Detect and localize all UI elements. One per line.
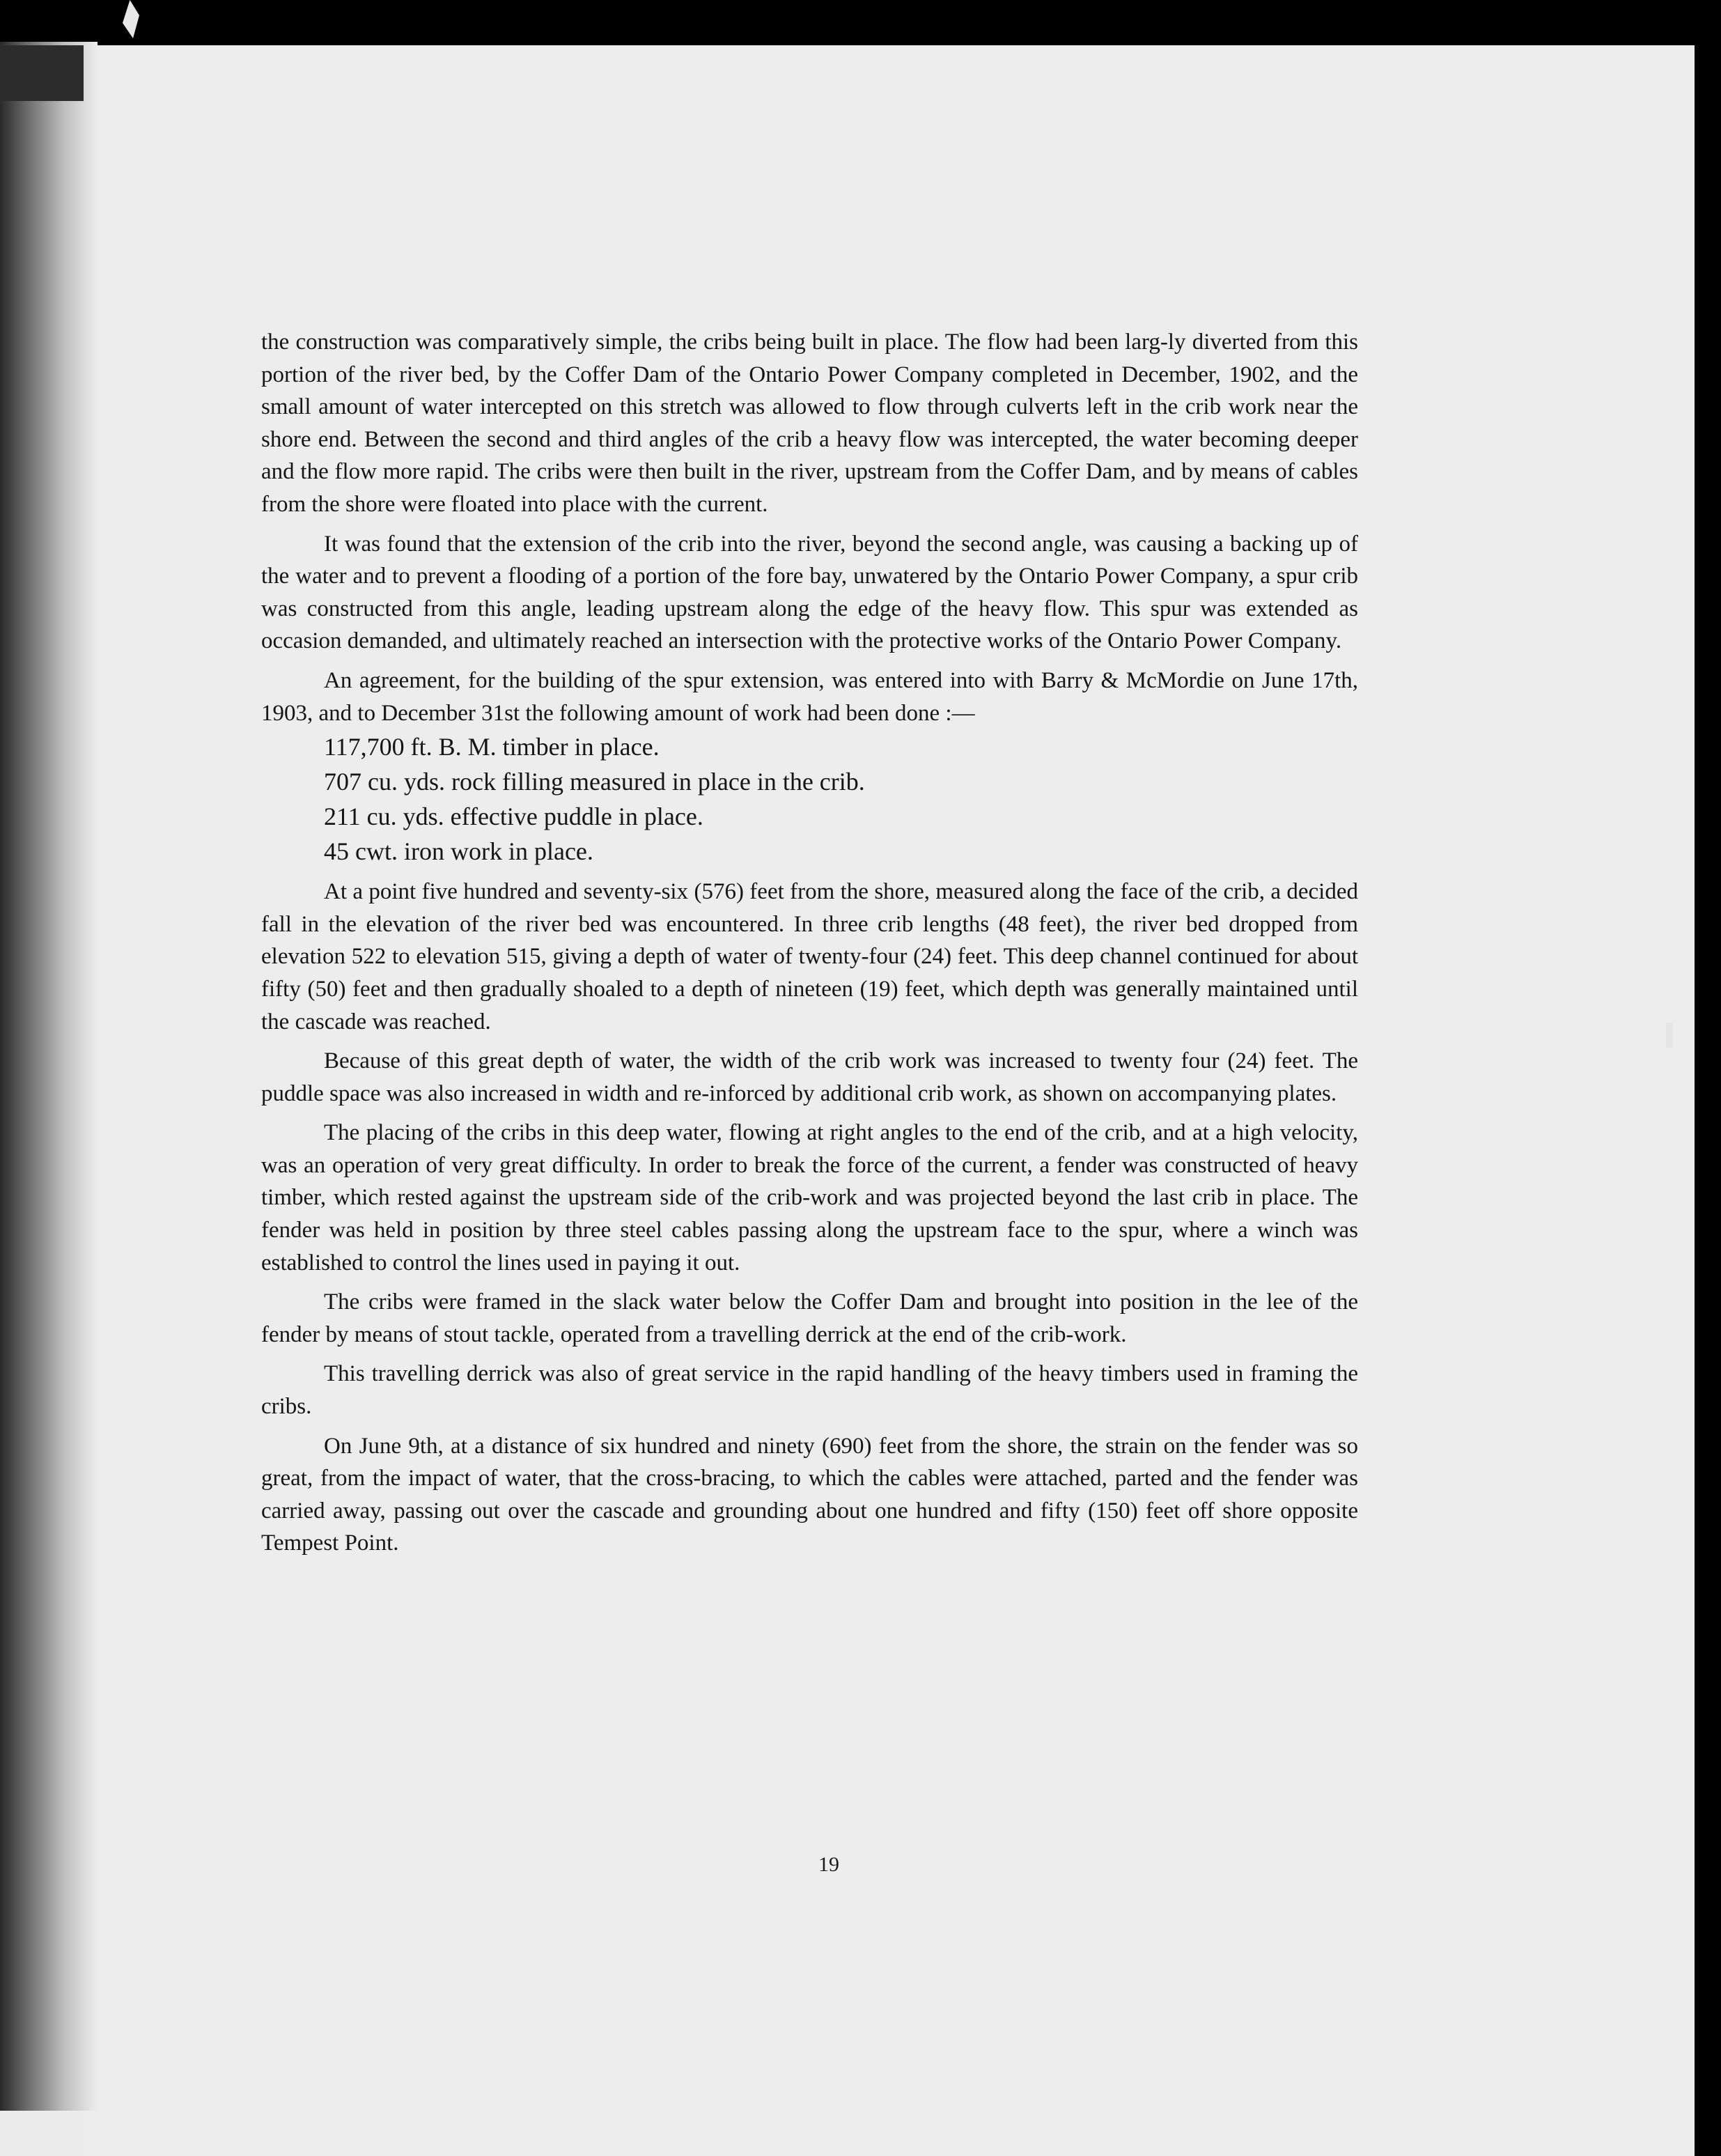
page-number: 19 xyxy=(818,1853,839,1876)
paragraph-fender-carried-away: On June 9th, at a distance of six hundred and ninety (690) feet from the shore, the strain on the fender was so great, from the impact of water, that the cross-bracing, to which the cables were attached, parted and the fender was carried away, passing out over the cascade and grounding about one hundred and fifty (150) feet off shore opposite Tempest Point. xyxy=(261,1433,1358,1556)
paragraph-fender: The placing of the cribs in this deep water, flowing at right angles to the end of the crib, and at a high velocity, was an operation of very great difficulty. In order to break the force of the current, a fender was constructed of heavy timber, which rested against the upstream side of the crib-work and was projected beyond the last crib in place. The fender was held in position by three steel cables passing along the upstream face to the spur, where a winch was established to control the lines used in paying it out. xyxy=(261,1120,1358,1275)
scan-artifact-right xyxy=(1666,1023,1673,1048)
body-text xyxy=(261,326,1358,1560)
paragraph-spur-crib: It was found that the extension of the crib into the river, beyond the second angle, was causing a backing up of the water and to prevent a flooding of a portion of the fore bay, unwatered by the Ontario Power Company, a spur crib was constructed from this angle, leading upstream along the edge of the heavy flow. This spur was extended as occasion demanded, and ultimately reached an intersection with the protective works of the Ontario Power Company. xyxy=(261,531,1358,654)
list-item: 45 cwt. iron work in place. xyxy=(324,837,593,866)
binding-gutter-shadow xyxy=(0,42,98,2111)
binding-dark-edge xyxy=(0,45,84,101)
paragraph-crib-width: Because of this great depth of water, the width of the crib work was increased to twenty four (24) feet. The puddle space was also increased in width and re-inforced by additional crib work, as shown on accompanying plates. xyxy=(261,1048,1358,1106)
paragraph-agreement: An agreement, for the building of the spur extension, was entered into with Barry & McMordie on June 17th, 1903, and to December 31st the following amount of work had been done :— xyxy=(261,667,1358,726)
paragraph-continuation: the construction was comparatively simple, the cribs being built in place. The flow had been larg-ly diverted from this portion of the river bed, by the Coffer Dam of the Ontario Power Company completed in December, 1902, and the small amount of water intercepted on this stretch was allowed to flow through culverts left in the crib work near the shore end. Between the second and third angles of the crib a heavy flow was intercepted, the water becoming deeper and the flow more rapid. The cribs were then built in the river, upstream from the Coffer Dam, and by means of cables from the shore were floated into place with the current. xyxy=(261,329,1358,517)
paragraph-cribs-framed: The cribs were framed in the slack water below the Coffer Dam and brought into position in the lee of the fender by means of stout tackle, operated from a travelling derrick at the end of the crib-work. xyxy=(261,1289,1358,1347)
work-done-list xyxy=(261,729,1358,869)
list-item: 211 cu. yds. effective puddle in place. xyxy=(324,802,703,831)
list-item: 117,700 ft. B. M. timber in place. xyxy=(324,733,660,761)
paragraph-river-bed-fall: At a point five hundred and seventy-six (576) feet from the shore, measured along the face of the crib, a decided fall in the elevation of the river bed was encountered. In three crib lengths (48 feet), the river bed dropped from elevation 522 to elevation 515, giving a depth of water of twenty-four (24) feet. This deep channel continued for about fifty (50) feet and then gradually shoaled to a depth of nineteen (19) feet, which depth was generally maintained until the cascade was reached. xyxy=(261,879,1358,1034)
list-item: 707 cu. yds. rock filling measured in place in the crib. xyxy=(324,768,865,796)
scan-artifact-top xyxy=(118,0,139,38)
paragraph-travelling-derrick: This travelling derrick was also of great service in the rapid handling of the heavy timbers used in framing the cribs. xyxy=(261,1361,1358,1420)
